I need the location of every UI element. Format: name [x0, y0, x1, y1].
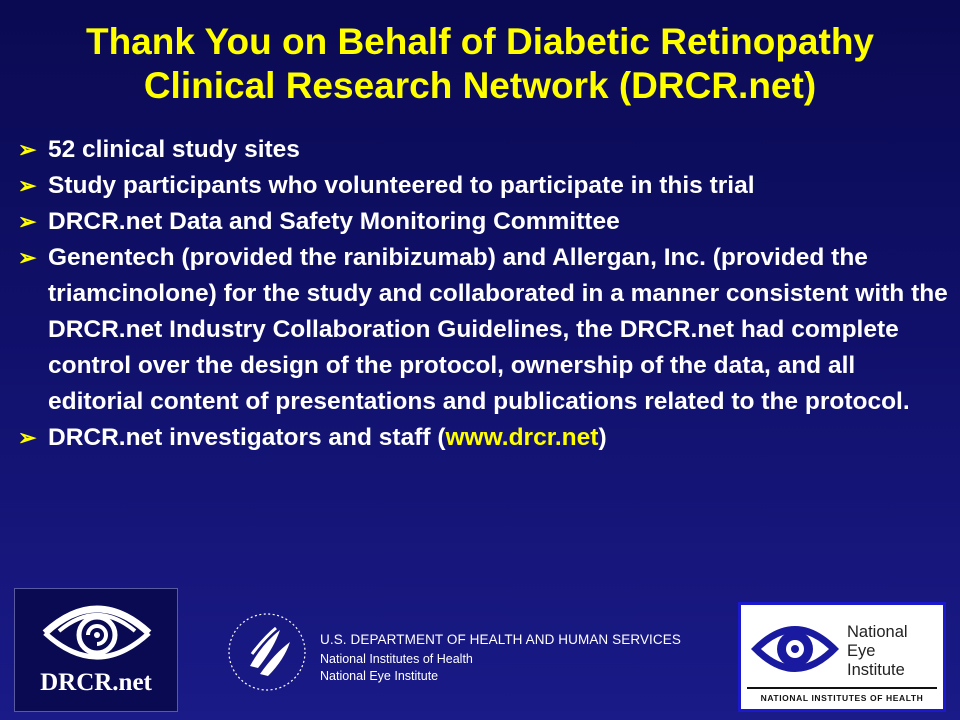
bullet-text: 52 clinical study sites [48, 136, 300, 163]
nei-name-line-3: Institute [847, 661, 905, 679]
bullet-text: Study participants who volunteered to participate in this trial [48, 172, 755, 199]
list-item [18, 240, 953, 420]
drcr-logo [14, 588, 178, 712]
nei-eye-icon [745, 609, 845, 689]
nei-name-line-2: Eye [847, 642, 876, 660]
arrow-bullet-icon: ➢ [18, 173, 37, 198]
arrow-bullet-icon: ➢ [18, 137, 37, 162]
nei-name-line-1: National [847, 623, 908, 641]
nei-name [847, 623, 947, 680]
arrow-bullet-icon: ➢ [18, 425, 37, 450]
list-item [18, 420, 953, 456]
nei-logo [738, 602, 946, 712]
list-item [18, 204, 953, 240]
hhs-nih-name: National Institutes of Health [320, 652, 473, 666]
bullet-text-prefix: DRCR.net investigators and staff ( [48, 424, 446, 451]
drcr-eye-icon [15, 593, 179, 673]
title-line-2: Clinical Research Network (DRCR.net) [143, 65, 817, 106]
list-item [18, 168, 953, 204]
title-line-1: Thank You on Behalf of Diabetic Retinopathy [85, 21, 875, 62]
bullet-text: Genentech (provided the ranibizumab) and Allergan, Inc. (provided the triamcinolone) for the study and collaborated in a manner consistent with the DRCR.net Industry Collaboration Guidelines, the DRCR.net had complete control over the design of the protocol, ownership of the data, and all editorial content of presentations and publications related to the protocol. [48, 244, 948, 415]
acknowledgement-list [18, 132, 953, 456]
arrow-bullet-icon: ➢ [18, 245, 37, 270]
bullet-text-suffix: ) [598, 424, 607, 451]
hhs-department-name: U.S. DEPARTMENT OF HEALTH AND HUMAN SERVICES [320, 632, 681, 647]
slide-title [0, 20, 960, 108]
list-item [18, 132, 953, 168]
bullet-text: DRCR.net Data and Safety Monitoring Committee [48, 208, 620, 235]
hhs-logo [222, 604, 722, 700]
hhs-eagle-seal-icon [222, 604, 312, 700]
drcr-website-link[interactable]: www.drcr.net [445, 424, 599, 451]
nei-nih-footer: NATIONAL INSTITUTES OF HEALTH [760, 693, 924, 703]
hhs-nei-name: National Eye Institute [320, 669, 439, 683]
arrow-bullet-icon: ➢ [18, 209, 37, 234]
nei-divider [747, 687, 937, 689]
drcr-logo-caption: DRCR.net [40, 669, 152, 696]
